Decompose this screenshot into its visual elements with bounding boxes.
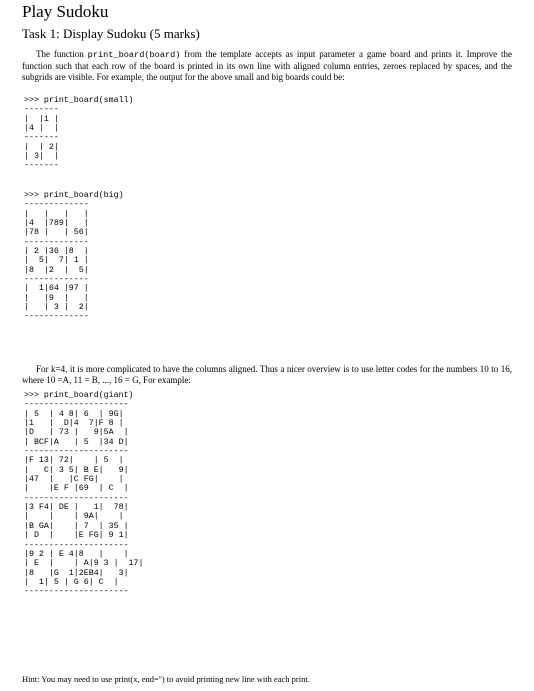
letter-code-text: For k=4, it is more complicated to have the columns aligned. Thus a nicer overview is to use letter codes for the numbers 10 to 16, where 10 =A, 11 = B, ..., 16 = G, For example: xyxy=(22,364,512,385)
description-text-after: from the template accepts as input parameter a game board and prints it. Improve the function such that each row of the board is printed in its own line with aligned column entries, zeroes replaced by spaces, and the subgrids are visible. For example, the output for the above small and big boards could be: xyxy=(22,49,512,82)
task-heading: Task 1: Display Sudoku (5 marks) xyxy=(22,26,200,41)
function-code: print_board(board) xyxy=(87,50,181,60)
hint-text: Hint: You may need to use print(x, end='') to avoid printing new line with each print. xyxy=(22,674,310,684)
giant-board-output: >>> print_board(giant) --------------------- | 5 | 4 8| 6 | 9G| |1 | D|4 7|F 8 | |D | 73 | 9|5A | | BCF|A | 5 |34 D| --------------------- |F 13| 72| | 5 | | C| 3 5| B E| 9| |47 | |C FG| | | |E F |69 | C | --------------------- |3 F4| DE | 1| 78| | | | 9A| | |B GA| | 7 | 35 | | D | |E FG| 9 1| --------------------- |9 2 | E 4|8 | | | E | | A|9 3 | 17| |8 |G 1|2EB4| 3| | 1| 5 | G 6| C | --------------------- xyxy=(24,391,144,597)
task-description xyxy=(22,49,512,83)
letter-code-explanation xyxy=(22,364,512,386)
small-board-output: >>> print_board(small) ------- | |1 | |4 | | ------- | | 2| | 3| | ------- xyxy=(24,96,134,171)
page-title: Play Sudoku xyxy=(22,2,109,21)
description-text-before: The function xyxy=(36,49,88,59)
big-board-output: >>> print_board(big) ------------- | | | | |4 |789| | |78 | | 56| ------------- | 2 |36 |8 | | 5| 7| 1 | |8 |2 | 5| ------------- | 1|64 |97 | | |9 | | | | 3 | 2| ------------- xyxy=(24,191,124,322)
